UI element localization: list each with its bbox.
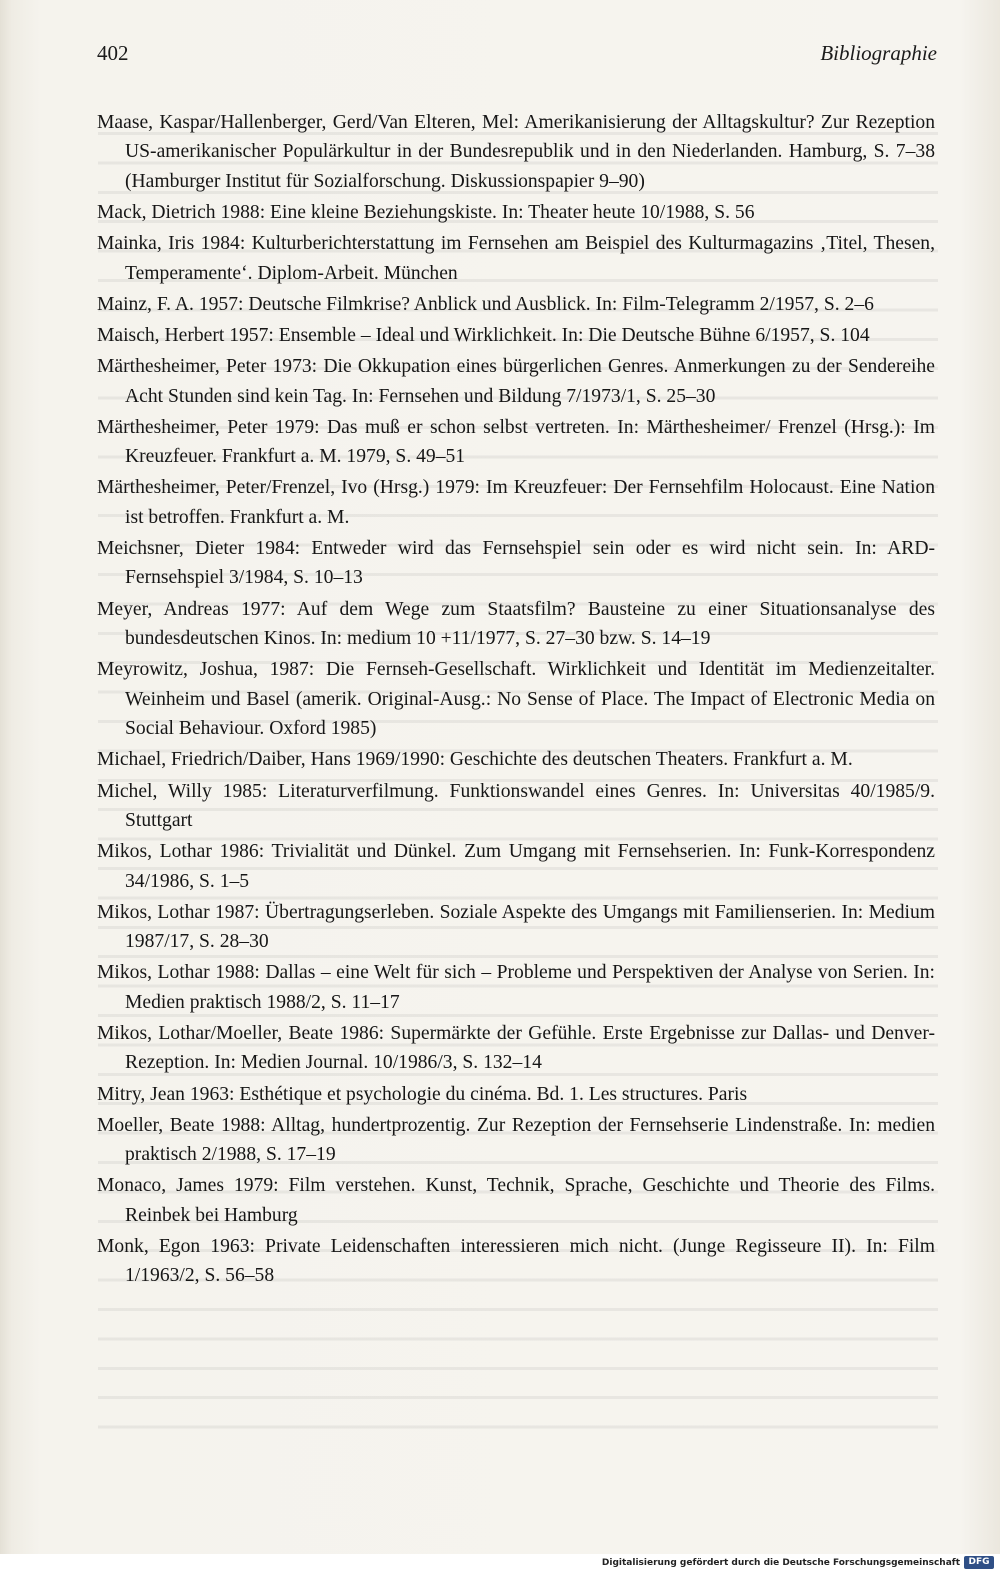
page-number: 402 [97, 41, 129, 65]
bibliography-entry: Märthesheimer, Peter/Frenzel, Ivo (Hrsg.) 1979: Im Kreuzfeuer: Der Fernsehfilm Holocaust. Eine Nation ist betroffen. Frankfurt a. M. [97, 477, 935, 528]
bibliography-entry: Mack, Dietrich 1988: Eine kleine Beziehungskiste. In: Theater heute 10/1988, S. 56 [97, 202, 755, 224]
bibliography-entry: Märthesheimer, Peter 1973: Die Okkupation eines bürgerlichen Genres. Anmerkungen zu der Sendereihe Acht Stunden sind kein Tag. In: Fernsehen und Bildung 7/1973/1, S. 25–30 [97, 356, 935, 407]
digitization-note: Digitalisierung gefördert durch die Deutsche Forschungsgemeinschaft [601, 1558, 960, 1568]
bibliography-entry: Mikos, Lothar 1987: Übertragungserleben. Soziale Aspekte des Umgangs mit Familienserien. In: Medium 1987/17, S. 28–30 [97, 901, 935, 953]
bibliography-entry: Meyer, Andreas 1977: Auf dem Wege zum Staatsfilm? Bausteine zu einer Situationsanalyse des bundesdeutschen Kinos. In: medium 10 +11/1977, S. 27–30 bzw. S. 14–19 [97, 598, 935, 650]
bibliography-entry: Monaco, James 1979: Film verstehen. Kunst, Technik, Sprache, Geschichte und Theorie des Films. Reinbek bei Hamburg [97, 1175, 935, 1226]
bibliography-entry: Mainka, Iris 1984: Kulturberichterstattung im Fernsehen am Beispiel des Kulturmagazins ‚Titel, Thesen, Temperamente‘. Diplom-Arbeit. München [97, 233, 935, 284]
bibliography-entry: Mitry, Jean 1963: Esthétique et psychologie du cinéma. Bd. 1. Les structures. Paris [97, 1083, 748, 1105]
bibliography-entry: Michael, Friedrich/Daiber, Hans 1969/1990: Geschichte des deutschen Theaters. Frankfurt a. M. [97, 749, 853, 771]
bibliography-entry: Monk, Egon 1963: Private Leidenschaften interessieren mich nicht. (Junge Regisseure II). In: Film 1/1963/2, S. 56–58 [97, 1235, 935, 1287]
page-header [97, 41, 937, 75]
bibliography-entry: Mikos, Lothar/Moeller, Beate 1986: Supermärkte der Gefühle. Erste Ergebnisse zur Dallas- und Denver-Rezeption. In: Medien Journal. 10/1986/3, S. 132–14 [97, 1022, 935, 1074]
bibliography-entry: Meyrowitz, Joshua, 1987: Die Fernseh-Gesellschaft. Wirklichkeit und Identität im Medienzeitalter. Weinheim und Basel (amerik. Original-Ausg.: No Sense of Place. The Impact of Electronic Media on Social Behaviour. Oxford 1985) [97, 659, 935, 740]
bibliography-entry: Maisch, Herbert 1957: Ensemble – Ideal und Wirklichkeit. In: Die Deutsche Bühne 6/1957, S. 104 [97, 325, 870, 347]
bibliography-entry: Mikos, Lothar 1988: Dallas – eine Welt für sich – Probleme und Perspektiven der Analyse von Serien. In: Medien praktisch 1988/2, S. 11–17 [97, 962, 935, 1013]
bibliography-entry: Michel, Willy 1985: Literaturverfilmung. Funktionswandel eines Genres. In: Universitas 40/1985/9. Stuttgart [97, 780, 935, 831]
bibliography-entry: Märthesheimer, Peter 1979: Das muß er schon selbst vertreten. In: Märthesheimer/ Frenzel (Hrsg.): Im Kreuzfeuer. Frankfurt a. M. 1979, S. 49–51 [97, 416, 935, 468]
footer-bar [0, 1554, 1000, 1570]
running-head: Bibliographie [820, 41, 937, 65]
bibliography-entry: Maase, Kaspar/Hallenberger, Gerd/Van Elteren, Mel: Amerikanisierung der Alltagskultur? Zur Rezeption US-amerikanischer Populärkultur in der Bundesrepublik und in den Niederlanden. Hamburg, S. 7–38 (Hamburger Institut für Sozialforschung. Diskussionspapier 9–90) [97, 112, 935, 192]
bibliography-entry: Mainz, F. A. 1957: Deutsche Filmkrise? Anblick und Ausblick. In: Film-Telegramm 2/1957, S. 2–6 [97, 293, 874, 315]
dfg-logo: DFG [964, 1556, 994, 1569]
bibliography-entry: Mikos, Lothar 1986: Trivialität und Dünkel. Zum Umgang mit Fernsehserien. In: Funk-Korrespondenz 34/1986, S. 1–5 [97, 841, 935, 892]
bibliography-entry: Moeller, Beate 1988: Alltag, hundertprozentig. Zur Rezeption der Fernsehserie Lindenstraße. In: medien praktisch 2/1988, S. 17–19 [97, 1114, 935, 1166]
bibliography-entry: Meichsner, Dieter 1984: Entweder wird das Fernsehspiel sein oder es wird nicht sein. In: ARD-Fernsehspiel 3/1984, S. 10–13 [97, 538, 935, 589]
bibliography-list [97, 108, 935, 1293]
